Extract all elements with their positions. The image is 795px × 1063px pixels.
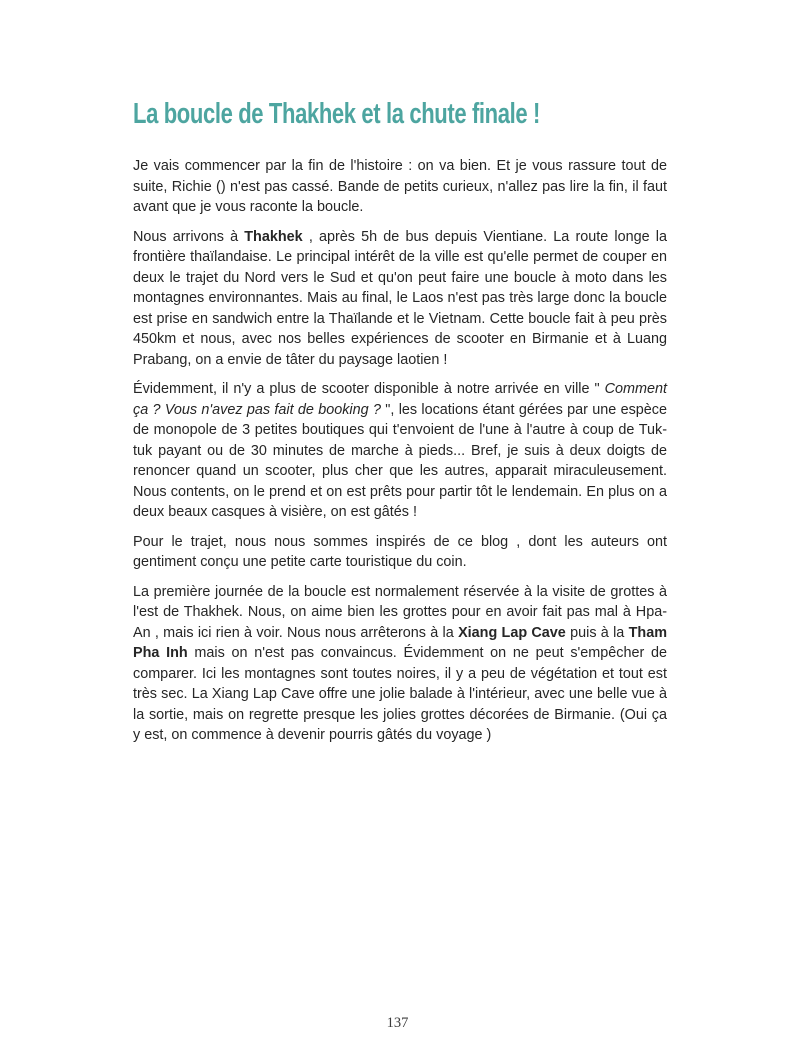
page-number: 137 (386, 1015, 409, 1031)
text-run-normal: ", les locations étant gérées par une espèce de monopole de 3 petites boutiques qui t'envoient de l'une à l'autre à coup de Tuk-tuk payant ou de 30 minutes de marche à pieds... Bref, je suis à deux doigts de renoncer quand un scooter, plus cher que les autres, apparait miraculeusement. Nous contents, on le prend et on est prêts pour partir tôt le lendemain. En plus on a deux beaux casques à visière, on est gâtés ! (133, 401, 668, 520)
paragraph (133, 582, 667, 746)
text-run-normal: , après 5h de bus depuis Vientiane. La route longe la frontière thaïlandaise. Le principal intérêt de la ville est qu'elle permet de couper en deux le trajet du Nord vers le Sud et qu'on peut faire une boucle à moto dans les montagnes environnantes. Mais au final, le Laos n'est pas très large donc la boucle est prise en sandwich entre la Thaïlande et le Vietnam. Cette boucle fait à peu près 450km et nous, avec nos belles expériences de scooter en Birmanie et à Luang Prabang, on a envie de tâter du paysage laotien ! (133, 228, 667, 368)
article-body (133, 156, 667, 746)
paragraph (133, 156, 667, 218)
paragraph (133, 227, 667, 371)
page-content (133, 97, 667, 755)
text-run-normal: La première journée de la boucle est normalement réservée à la visite de grottes à l'est de Thakhek. Nous, on aime bien les grottes pour en avoir fait pas mal à Hpa-An , mais ici rien à voir. Nous nous arrêterons à la (133, 583, 667, 641)
text-run-normal: Je vais commencer par la fin de l'histoire : on va bien. Et je vous rassure tout de suite, Richie () n'est pas cassé. Bande de petits curieux, n'allez pas lire la fin, il faut avant que je vous raconte la boucle. (133, 158, 667, 215)
text-run-normal: Évidemment, il n'y a plus de scooter disponible à notre arrivée en ville " (133, 381, 605, 397)
text-run-normal: Nous arrivons à (133, 228, 245, 245)
text-run-normal: puis à la (565, 624, 629, 641)
page-title: La boucle de Thakhek et la chute finale ! (133, 98, 540, 130)
text-run-bold: Tham Pha Inh (133, 624, 667, 661)
text-run-bold: Thakhek (244, 228, 303, 245)
text-run-italic: Comment ça ? Vous n'avez pas fait de booking ? (133, 381, 667, 418)
paragraph (133, 379, 667, 523)
text-run-bold: Xiang Lap Cave (458, 624, 566, 641)
text-run-normal: mais on n'est pas convaincus. Évidemment on ne peut s'empêcher de comparer. Ici les montagnes sont toutes noires, il y a peu de végétation et tout est très sec. La Xiang Lap Cave offre une jolie balade à l'intérieur, avec une belle vue à la sortie, mais on regrette presque les jolies grottes décorées de Birmanie. (Oui ça y est, on commence à devenir pourris gâtés du voyage ) (133, 645, 667, 743)
paragraph (133, 532, 667, 573)
text-run-normal: Pour le trajet, nous nous sommes inspirés de ce blog , dont les auteurs ont gentiment conçu une petite carte touristique du coin. (133, 533, 667, 570)
